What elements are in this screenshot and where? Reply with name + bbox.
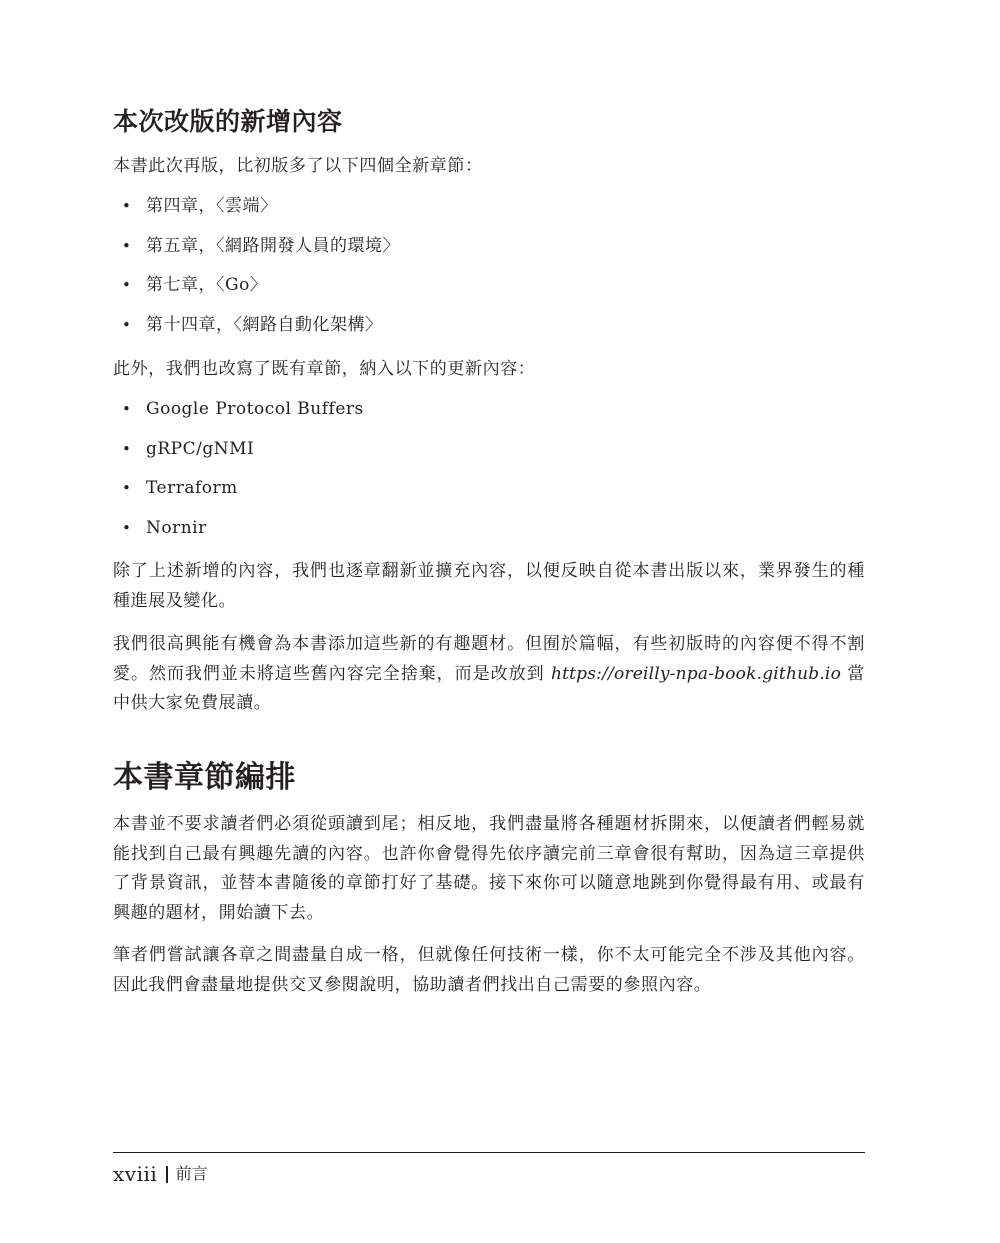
bullet-icon: • xyxy=(122,197,132,215)
updates-intro-paragraph: 此外，我們也改寫了既有章節，納入以下的更新內容： xyxy=(113,359,536,379)
intro-paragraph: 本書此次再版，比初版多了以下四個全新章節： xyxy=(113,156,483,176)
list-item xyxy=(113,193,400,233)
section-heading-book-organization: 本書章節編排 xyxy=(113,760,296,795)
updated-topics-list xyxy=(113,396,364,555)
list-item xyxy=(113,436,364,476)
bullet-icon: • xyxy=(122,316,132,335)
new-chapters-list xyxy=(113,193,400,352)
running-head: 前言 xyxy=(175,1164,208,1183)
list-item-text: gRPC/gNMI xyxy=(146,438,255,459)
removed-content-paragraph xyxy=(113,630,865,719)
list-item xyxy=(113,272,400,312)
list-item-text: Terraform xyxy=(146,478,238,499)
list-item-text: 第五章，〈網路開發人員的環境〉 xyxy=(146,235,400,256)
list-item xyxy=(113,233,400,273)
list-item xyxy=(113,515,364,555)
list-item-text: 第四章，〈雲端〉 xyxy=(146,196,278,216)
list-item xyxy=(113,396,364,436)
list-item-text: 第七章，〈Go〉 xyxy=(146,275,268,296)
refresh-paragraph: 除了上述新增的內容，我們也逐章翻新並擴充內容，以便反映自從本書出版以來，業界發生的種種進展及變化。 xyxy=(113,561,865,611)
paragraph-text: 我們很高興能有機會為本書添加這些新的有趣題材。但囿於篇幅，有些初版時的內容便不得不割愛。然而我們並未將這些舊內容完全捨棄，而是改放到 xyxy=(113,634,865,684)
bullet-icon: • xyxy=(122,439,132,458)
organization-paragraph-1: 本書並不要求讀者們必須從頭讀到尾；相反地，我們盡量將各種題材拆開來，以便讀者們輕易就能找到自己最有興趣先讀的內容。也許你會覺得先依序讀完前三章會很有幫助，因為這三章提供了背景資訊，並替本書隨後的章節打好了基礎。接下來你可以隨意地跳到你覺得最有用、或最有興趣的題材，開始讀下去。 xyxy=(113,814,865,923)
footer-rule xyxy=(113,1152,865,1153)
bullet-icon: • xyxy=(122,400,132,418)
page-number: xviii xyxy=(113,1162,158,1186)
list-item xyxy=(113,312,400,352)
list-item xyxy=(113,475,364,515)
footer-separator xyxy=(166,1166,167,1183)
bullet-icon: • xyxy=(122,479,132,498)
organization-paragraph-2: 筆者們嘗試讓各章之間盡量自成一格，但就像任何技術一樣，你不太可能完全不涉及其他內容。因此我們會盡量地提供交叉參閱說明，協助讀者們找出自己需要的參照內容。 xyxy=(113,945,865,995)
bullet-icon: • xyxy=(122,519,132,538)
book-page xyxy=(113,0,865,1243)
list-item-text: Nornir xyxy=(146,518,207,539)
list-item-text: Google Protocol Buffers xyxy=(146,399,364,419)
list-item-text: 第十四章，〈網路自動化架構〉 xyxy=(146,315,383,336)
paragraph-text: 當中供大家免費展讀。 xyxy=(113,663,866,713)
page-footer xyxy=(113,1160,208,1188)
bullet-icon: • xyxy=(122,276,132,295)
bullet-icon: • xyxy=(122,236,132,255)
section-heading-whats-new: 本次改版的新增內容 xyxy=(113,107,343,136)
companion-site-link[interactable]: https://oreilly-npa-book.github.io xyxy=(550,663,842,684)
